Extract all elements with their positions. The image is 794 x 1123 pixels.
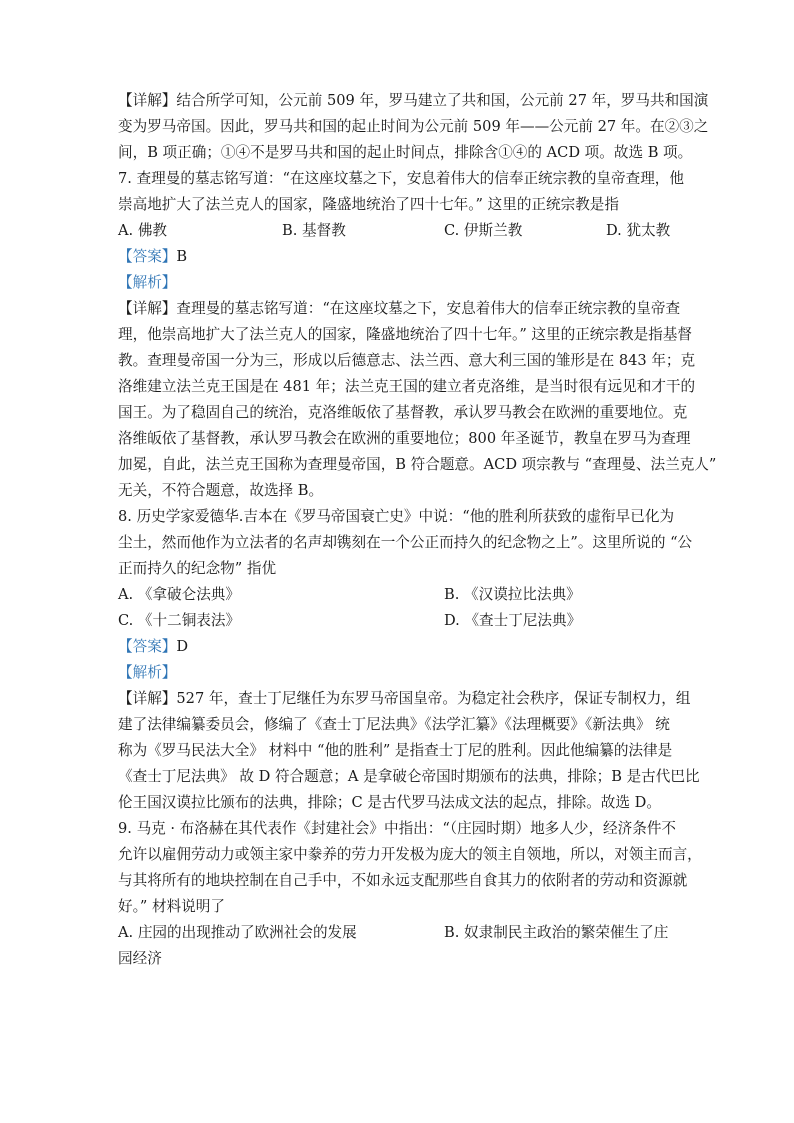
q8-option-b: B. 《汉谟拉比法典》 <box>444 586 581 603</box>
q8-detail-line-1: 【详解】527 年，查士丁尼继任为东罗马帝国皇帝。为稳定社会秩序，保证专制权力，组 <box>118 690 691 707</box>
q7-detail-line-4: 洛维建立法兰克王国是在 481 年；法兰克王国的建立者克洛维，是当时很有远见和才干的 <box>118 378 696 395</box>
detail-tag: 【详解】 <box>118 92 177 109</box>
q8-stem-line-3: 正而持久的纪念物” 指优 <box>118 560 277 577</box>
q8-stem-line-2: 尘土，然而他作为立法者的名声却镌刻在一个公正而持久的纪念物之上”。这里所说的 “公 <box>118 534 693 551</box>
q8-stem-line-1: 8. 历史学家爱德华.吉本在《罗马帝国衰亡史》中说：“他的胜利所获致的虚衔早已化为 <box>118 508 675 525</box>
q9-stem-line-1: 9. 马克 · 布洛赫在其代表作《封建社会》中指出：“（庄园时期）地多人少，经济条件不 <box>118 820 677 837</box>
q9-option-a: A. 庄园的出现推动了欧洲社会的发展 <box>118 924 357 941</box>
q7-detail-line-6: 洛维皈依了基督教，承认罗马教会在欧洲的重要地位；800 年圣诞节，教皇在罗马为查理 <box>118 430 691 447</box>
q7-detail-line-7: 加冕，自此，法兰克王国称为查理曼帝国，B 符合题意。ACD 项宗教与 “查理曼、法兰克人” <box>118 456 717 473</box>
q8-option-c: C. 《十二铜表法》 <box>118 612 241 629</box>
answer-tag: 【答案】 <box>118 248 177 265</box>
q9-stem-line-4: 好。” 材料说明了 <box>118 898 225 915</box>
q7-option-c: C. 伊斯兰教 <box>444 222 523 239</box>
q8-detail-line-4: 《查士丁尼法典》 故 D 符合题意；A 是拿破仑帝国时期颁布的法典，排除；B 是古代巴比 <box>118 768 700 785</box>
q8-detail-line-5: 伦王国汉谟拉比颁布的法典，排除；C 是古代罗马法成文法的起点，排除。故选 D。 <box>118 794 661 811</box>
answer-tag: 【答案】 <box>118 638 177 655</box>
answer-value: D <box>176 638 189 655</box>
q7-detail-line-3: 教。查理曼帝国一分为三，形成以后德意志、法兰西、意大利三国的雏形是在 843 年；克 <box>118 352 696 369</box>
q9-option-b: B. 奴隶制民主政治的繁荣催生了庄 <box>444 924 669 941</box>
detail-tag: 【详解】 <box>118 300 177 317</box>
q6-detail-line-3: 间，B 项正确；①④不是罗马共和国的起止时间点，排除含①④的 ACD 项。故选 B 项。 <box>118 144 693 161</box>
q6-detail-line-2: 变为罗马帝国。因此，罗马共和国的起止时间为公元前 509 年——公元前 27 年。在②③之 <box>118 118 709 135</box>
q7-stem-line-2: 崇高地扩大了法兰克人的国家，隆盛地统治了四十七年。” 这里的正统宗教是指 <box>118 196 619 213</box>
q7-option-a: A. 佛教 <box>118 222 168 239</box>
q9-stem-line-2: 允许以雇佣劳动力或领主家中豢养的劳力开发极为庞大的领主自领地，所以，对领主而言， <box>118 846 702 863</box>
q7-detail-line-2: 理，他崇高地扩大了法兰克人的国家，隆盛地统治了四十七年。” 这里的正统宗教是指基督 <box>118 326 692 343</box>
q8-option-a: A. 《拿破仑法典》 <box>118 586 240 603</box>
q7-option-d: D. 犹太教 <box>606 222 671 239</box>
detail-tag: 【详解】 <box>118 690 177 707</box>
q6-detail-line-1: 【详解】结合所学可知，公元前 509 年，罗马建立了共和国，公元前 27 年，罗马共和国演 <box>118 92 709 109</box>
q7-option-b: B. 基督教 <box>282 222 346 239</box>
q8-detail-line-2: 建了法律编纂委员会，修编了《查士丁尼法典》《法学汇纂》《法理概要》《新法典》 统 <box>118 716 670 733</box>
q7-detail-line-1: 【详解】查理曼的墓志铭写道：“在这座坟墓之下，安息着伟大的信奉正统宗教的皇帝查 <box>118 300 681 317</box>
q8-analysis-tag: 【解析】 <box>118 664 177 681</box>
q7-detail-line-5: 国王。为了稳固自己的统治，克洛维皈依了基督教，承认罗马教会在欧洲的重要地位。克 <box>118 404 688 421</box>
q8-option-d: D. 《查士丁尼法典》 <box>444 612 582 629</box>
q7-stem-line-1: 7. 查理曼的墓志铭写道：“在这座坟墓之下，安息着伟大的信奉正统宗教的皇帝查理，他 <box>118 170 684 187</box>
q7-analysis-tag: 【解析】 <box>118 274 177 291</box>
q8-detail-line-3: 称为《罗马民法大全》 材料中 “他的胜利” 是指查士丁尼的胜利。因此他编纂的法律是 <box>118 742 673 759</box>
answer-value: B <box>176 248 188 265</box>
q9-stem-line-3: 与其将所有的地块控制在自己手中，不如永远支配那些自食其力的依附者的劳动和资源就 <box>118 872 688 889</box>
q9-option-b-continued: 园经济 <box>118 950 162 967</box>
q8-answer <box>118 634 188 660</box>
q7-answer <box>118 244 187 270</box>
q7-detail-line-8: 无关，不符合题意，故选择 B。 <box>118 482 324 499</box>
